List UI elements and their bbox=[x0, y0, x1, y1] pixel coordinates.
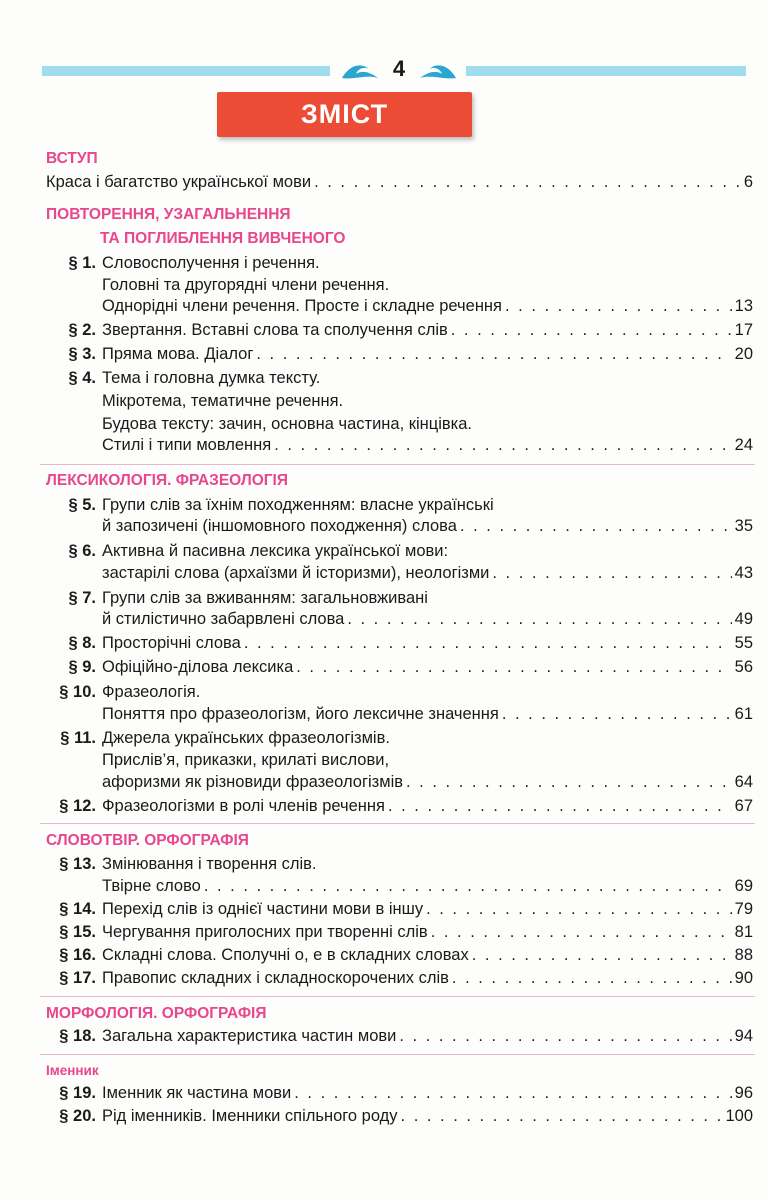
section-heading-word-formation: СЛОВОТВІР. ОРФОГРАФІЯ bbox=[46, 832, 249, 849]
toc-entry-last-line bbox=[102, 564, 753, 583]
section-heading-morphology: МОРФОЛОГІЯ. ОРФОГРАФІЯ bbox=[46, 1005, 267, 1022]
toc-entry-page: 6 bbox=[743, 173, 753, 191]
toc-entry-line: Фразеологізми в ролі членів речення bbox=[102, 797, 385, 815]
dot-leader bbox=[460, 517, 732, 536]
toc-entry-page: 96 bbox=[734, 1084, 753, 1102]
section-heading-review-line2: ТА ПОГЛИБЛЕННЯ ВИВЧЕНОГО bbox=[100, 230, 346, 247]
toc-entry-number: § 4. bbox=[68, 369, 96, 387]
dot-leader bbox=[472, 946, 732, 965]
toc-entry-line: Будова тексту: зачин, основна частина, кінцівка. bbox=[102, 415, 472, 433]
toc-entry-last-line bbox=[102, 610, 753, 629]
wave-ornament-left-icon bbox=[340, 58, 380, 82]
toc-entry-line: Джерела українських фразеологізмів. bbox=[102, 729, 390, 747]
section-heading-noun: Іменник bbox=[46, 1063, 99, 1078]
toc-entry-line: Змінювання і творення слів. bbox=[102, 855, 317, 873]
toc-entry-number: § 11. bbox=[60, 729, 96, 747]
toc-entry-line: Стилі і типи мовлення bbox=[102, 436, 272, 454]
dot-leader bbox=[451, 321, 732, 340]
toc-entry-number: § 8. bbox=[68, 634, 96, 652]
toc-entry-last-line bbox=[102, 705, 753, 724]
toc-entry-line: Просторічні слова bbox=[102, 634, 241, 652]
toc-entry-line: Прислів’я, приказки, крилаті вислови, bbox=[102, 751, 390, 769]
dot-leader bbox=[431, 923, 732, 942]
toc-entry-line: Тема і головна думка тексту. bbox=[102, 369, 321, 387]
dot-leader bbox=[426, 900, 732, 919]
toc-entry-page: 17 bbox=[734, 321, 753, 339]
dot-leader bbox=[505, 297, 732, 316]
toc-entry-page: 90 bbox=[734, 969, 753, 987]
toc-entry-line: й стилістично забарвлені слова bbox=[102, 610, 345, 628]
section-heading-intro: ВСТУП bbox=[46, 150, 98, 167]
toc-entry-page: 24 bbox=[734, 436, 753, 454]
toc-entry-last-line bbox=[102, 900, 753, 919]
toc-entry-line: Групи слів за вживанням: загальновживані bbox=[102, 589, 428, 607]
toc-entry-page: 64 bbox=[734, 773, 753, 791]
toc-entry-title: Краса і багатство української мови bbox=[46, 173, 312, 191]
toc-entry-page: 56 bbox=[734, 658, 753, 676]
toc-entry-last-line bbox=[102, 923, 753, 942]
toc-entry-number: § 14. bbox=[59, 900, 96, 918]
toc-entry-last-line bbox=[102, 634, 753, 653]
toc-entry-last-line bbox=[102, 1027, 753, 1046]
toc-entry-page: 13 bbox=[734, 297, 753, 315]
section-heading-lexicology: ЛЕКСИКОЛОГІЯ. ФРАЗЕОЛОГІЯ bbox=[46, 472, 288, 489]
toc-entry-intro[interactable] bbox=[46, 173, 753, 192]
section-divider bbox=[40, 464, 755, 465]
toc-entry-number: § 9. bbox=[68, 658, 96, 676]
toc-entry-line: Загальна характеристика частин мови bbox=[102, 1027, 397, 1045]
dot-leader bbox=[502, 705, 732, 724]
section-divider bbox=[40, 996, 755, 997]
toc-entry-line: Іменник як частина мови bbox=[102, 1084, 292, 1102]
toc-entry-line: Складні слова. Сполучні о, е в складних словах bbox=[102, 946, 469, 964]
dot-leader bbox=[294, 1084, 731, 1103]
toc-entry-line: Мікротема, тематичне речення. bbox=[102, 392, 344, 410]
toc-entry-line: Активна й пасивна лексика української мови: bbox=[102, 542, 449, 560]
toc-entry-number: § 6. bbox=[68, 542, 96, 560]
toc-entry-page: 35 bbox=[734, 517, 753, 535]
toc-entry-page: 43 bbox=[734, 564, 753, 582]
toc-entry-number: § 13. bbox=[59, 855, 96, 873]
toc-entry-page: 88 bbox=[734, 946, 753, 964]
header-bar-right bbox=[466, 66, 746, 76]
toc-entry-last-line bbox=[102, 969, 753, 988]
toc-entry-number: § 5. bbox=[68, 496, 96, 514]
toc-entry-page: 49 bbox=[734, 610, 753, 628]
toc-entry-last-line bbox=[102, 517, 753, 536]
toc-entry-page: 55 bbox=[734, 634, 753, 652]
toc-entry-number: § 17. bbox=[59, 969, 96, 987]
toc-entry-last-line bbox=[102, 1084, 753, 1103]
dot-leader bbox=[244, 634, 732, 653]
toc-entry-page: 94 bbox=[734, 1027, 753, 1045]
header-bar-left bbox=[42, 66, 330, 76]
toc-entry-number: § 18. bbox=[59, 1027, 96, 1045]
toc-entry-number: § 10. bbox=[59, 683, 96, 701]
dot-leader bbox=[314, 173, 741, 192]
toc-entry-line: Групи слів за їхнім походженням: власне українські bbox=[102, 496, 494, 514]
toc-entry-line: Перехід слів із однієї частини мови в іншу bbox=[102, 900, 424, 918]
toc-entry-line: Рід іменників. Іменники спільного роду bbox=[102, 1107, 398, 1125]
toc-entry-page: 69 bbox=[734, 877, 753, 895]
toc-entry-last-line bbox=[102, 773, 753, 792]
toc-entry-line: афоризми як різновиди фразеологізмів bbox=[102, 773, 404, 791]
page-title: ЗМІСТ bbox=[300, 99, 389, 129]
toc-entry-last-line bbox=[102, 658, 753, 677]
toc-entry-number: § 20. bbox=[59, 1107, 96, 1125]
dot-leader bbox=[274, 436, 731, 455]
page-number: 4 bbox=[392, 56, 406, 81]
toc-entry-last-line bbox=[102, 797, 753, 816]
toc-entry-last-line bbox=[102, 946, 753, 965]
toc-entry-line: Головні та другорядні члени речення. bbox=[102, 276, 390, 294]
toc-entry-number: § 2. bbox=[68, 321, 96, 339]
toc-entry-number: § 15. bbox=[59, 923, 96, 941]
dot-leader bbox=[492, 564, 731, 583]
dot-leader bbox=[256, 345, 731, 364]
toc-entry-line: Правопис складних і складноскорочених слів bbox=[102, 969, 449, 987]
toc-entry-page: 81 bbox=[734, 923, 753, 941]
toc-entry-page: 79 bbox=[734, 900, 753, 918]
dot-leader bbox=[401, 1107, 723, 1126]
toc-entry-page: 20 bbox=[734, 345, 753, 363]
wave-ornament-right-icon bbox=[418, 58, 458, 82]
toc-entry-number: § 19. bbox=[59, 1084, 96, 1102]
dot-leader bbox=[204, 877, 732, 896]
toc-entry-line: Твірне слово bbox=[102, 877, 201, 895]
toc-entry-line: Офіційно-ділова лексика bbox=[102, 658, 294, 676]
toc-entry-number: § 3. bbox=[68, 345, 96, 363]
toc-entry-number: § 7. bbox=[68, 589, 96, 607]
dot-leader bbox=[399, 1027, 731, 1046]
toc-entry-line: Звертання. Вставні слова та сполучення слів bbox=[102, 321, 448, 339]
section-divider bbox=[40, 823, 755, 824]
toc-entry-line: застарілі слова (архаїзми й історизми), неологізми bbox=[102, 564, 490, 582]
toc-entry-page: 67 bbox=[734, 797, 753, 815]
toc-entry-last-line bbox=[102, 321, 753, 340]
title-banner bbox=[217, 92, 472, 137]
dot-leader bbox=[388, 797, 732, 816]
toc-entry-line: Словосполучення і речення. bbox=[102, 254, 320, 272]
toc-entry-line: й запозичені (іншомовного походження) слова bbox=[102, 517, 457, 535]
toc-entry-last-line bbox=[102, 297, 753, 316]
toc-entry-number: § 16. bbox=[59, 946, 96, 964]
dot-leader bbox=[347, 610, 731, 629]
section-divider bbox=[40, 1054, 755, 1055]
toc-entry-last-line bbox=[102, 1107, 753, 1126]
section-heading-review-line1: ПОВТОРЕННЯ, УЗАГАЛЬНЕННЯ bbox=[46, 206, 291, 223]
dot-leader bbox=[406, 773, 732, 792]
toc-entry-line: Фразеологія. bbox=[102, 683, 201, 701]
toc-entry-number: § 1. bbox=[68, 254, 96, 272]
toc-entry-line: Поняття про фразеологізм, його лексичне значення bbox=[102, 705, 499, 723]
toc-entry-line: Пряма мова. Діалог bbox=[102, 345, 254, 363]
toc-entry-last-line bbox=[102, 877, 753, 896]
toc-entry-page: 100 bbox=[725, 1107, 753, 1125]
toc-entry-page: 61 bbox=[734, 705, 753, 723]
toc-entry-line: Однорідні члени речення. Просте і складне речення bbox=[102, 297, 502, 315]
dot-leader bbox=[296, 658, 731, 677]
dot-leader bbox=[452, 969, 732, 988]
toc-entry-number: § 12. bbox=[59, 797, 96, 815]
toc-entry-last-line bbox=[102, 345, 753, 364]
toc-entry-last-line bbox=[102, 436, 753, 455]
toc-entry-line: Чергування приголосних при творенні слів bbox=[102, 923, 428, 941]
